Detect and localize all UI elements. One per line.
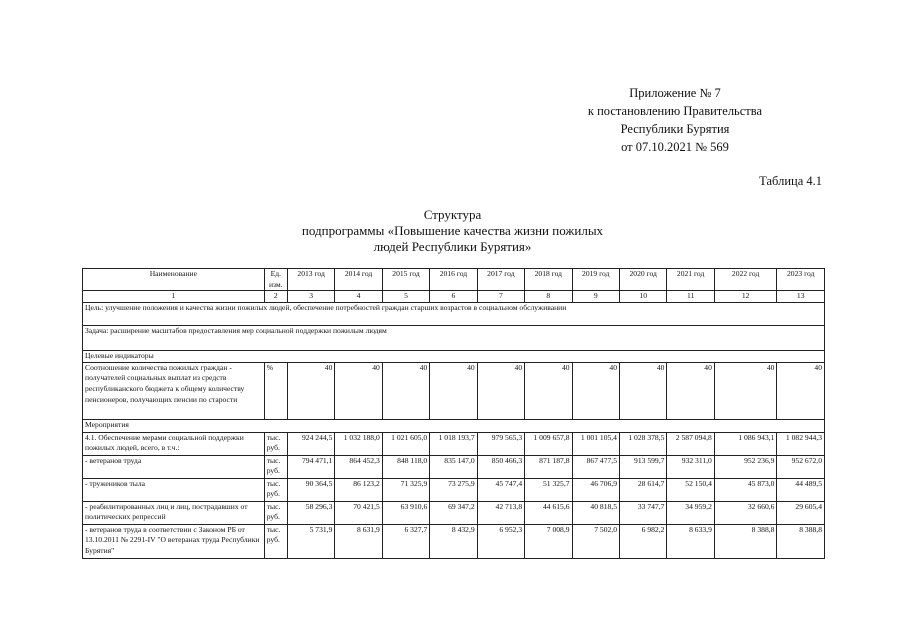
row-value: 90 364,5: [287, 478, 334, 501]
row-value: 864 452,3: [335, 455, 382, 478]
row-value: 6 327,7: [382, 524, 429, 558]
column-header: 2021 год: [667, 269, 714, 291]
column-number-row: [83, 291, 825, 303]
row-value: 45 747,4: [477, 478, 524, 501]
row-name: 4.1. Обеспечение мерами социальной поддержки пожилых людей, всего, в т.ч.:: [83, 432, 265, 455]
column-number: 10: [619, 291, 666, 303]
indicators-title: Целевые индикаторы: [83, 350, 825, 362]
column-header: 2015 год: [382, 269, 429, 291]
column-number: 5: [382, 291, 429, 303]
indicator-name: Соотношение количества пожилых граждан - получателей социальных выплат из средств республиканского бюджета к общему количеству пенсионеров, получающих пенсии по старости: [83, 362, 265, 419]
document-heading: [200, 207, 705, 255]
row-value: 44 615,6: [525, 501, 572, 524]
row-value: 7 008,9: [525, 524, 572, 558]
row-value: 8 388,8: [777, 524, 825, 558]
table-row: [83, 478, 825, 501]
row-value: 979 565,3: [477, 432, 524, 455]
indicators-title-row: [83, 350, 825, 362]
row-value: 1 009 657,8: [525, 432, 572, 455]
row-unit: тыс. руб.: [264, 432, 287, 455]
row-value: 8 631,9: [335, 524, 382, 558]
row-value: 1 001 105,4: [572, 432, 619, 455]
column-number: 4: [335, 291, 382, 303]
table-row: [83, 501, 825, 524]
indicator-value: 40: [714, 362, 777, 419]
task-row: [83, 325, 825, 350]
row-value: 34 959,2: [667, 501, 714, 524]
row-value: 42 713,8: [477, 501, 524, 524]
row-value: 5 731,9: [287, 524, 334, 558]
row-value: 71 325,9: [382, 478, 429, 501]
row-value: 835 147,0: [430, 455, 477, 478]
appendix-line: от 07.10.2021 № 569: [621, 140, 729, 154]
row-value: 58 296,3: [287, 501, 334, 524]
row-value: 6 952,3: [477, 524, 524, 558]
column-header: 2016 год: [430, 269, 477, 291]
row-value: 8 633,9: [667, 524, 714, 558]
heading-line: подпрограммы «Повышение качества жизни пожилых: [301, 223, 604, 238]
row-value: 848 118,0: [382, 455, 429, 478]
row-value: 29 605,4: [777, 501, 825, 524]
row-unit: тыс. руб.: [264, 478, 287, 501]
row-value: 45 873,0: [714, 478, 777, 501]
row-value: 44 489,5: [777, 478, 825, 501]
row-value: 1 021 605,0: [382, 432, 429, 455]
appendix-block: [540, 84, 810, 156]
row-value: 924 244,5: [287, 432, 334, 455]
row-value: 28 614,7: [619, 478, 666, 501]
row-value: 913 599,7: [619, 455, 666, 478]
column-number: 7: [477, 291, 524, 303]
row-value: 952 236,9: [714, 455, 777, 478]
row-value: 69 347,2: [430, 501, 477, 524]
appendix-line: к постановлению Правительства: [587, 104, 763, 118]
row-value: 871 187,8: [525, 455, 572, 478]
indicator-value: 40: [667, 362, 714, 419]
row-value: 1 018 193,7: [430, 432, 477, 455]
row-name: - ветеранов труда: [83, 455, 265, 478]
structure-table: [82, 268, 825, 559]
row-unit: тыс. руб.: [264, 524, 287, 558]
column-header: 2020 год: [619, 269, 666, 291]
column-header: Наименование: [83, 269, 265, 291]
table-row: [83, 455, 825, 478]
row-value: 952 672,0: [777, 455, 825, 478]
table-row: [83, 524, 825, 558]
table-row: [83, 432, 825, 455]
goal-row: [83, 302, 825, 325]
measures-title-row: [83, 419, 825, 432]
column-header: 2017 год: [477, 269, 524, 291]
row-name: - тружеников тыла: [83, 478, 265, 501]
appendix-line: Приложение № 7: [629, 86, 721, 100]
indicator-row: [83, 362, 825, 419]
indicator-value: 40: [287, 362, 334, 419]
indicator-unit: %: [264, 362, 287, 419]
row-value: 33 747,7: [619, 501, 666, 524]
goal-cell: Цель: улучшение положения и качества жизни пожилых людей, обеспечение потребностей граждан старших возрастов в социальном обслуживании: [83, 302, 825, 325]
column-number: 6: [430, 291, 477, 303]
row-value: 6 982,2: [619, 524, 666, 558]
heading-line: Структура: [423, 207, 482, 222]
row-name: - ветеранов труда в соответствии с Законом РБ от 13.10.2011 № 2291-IV "О ветеранах труда Республики Бурятия": [83, 524, 265, 558]
indicator-value: 40: [382, 362, 429, 419]
row-value: 794 471,1: [287, 455, 334, 478]
column-number: 3: [287, 291, 334, 303]
column-number: 1: [83, 291, 265, 303]
table-label: Таблица 4.1: [759, 174, 822, 188]
column-number: 9: [572, 291, 619, 303]
row-unit: тыс. руб.: [264, 501, 287, 524]
indicator-value: 40: [335, 362, 382, 419]
column-header: 2013 год: [287, 269, 334, 291]
row-value: 867 477,5: [572, 455, 619, 478]
row-value: 40 818,5: [572, 501, 619, 524]
row-unit: тыс. руб.: [264, 455, 287, 478]
row-value: 1 028 378,5: [619, 432, 666, 455]
measures-title: Мероприятия: [83, 419, 825, 432]
indicator-value: 40: [572, 362, 619, 419]
column-header: 2023 год: [777, 269, 825, 291]
row-value: 1 086 943,1: [714, 432, 777, 455]
row-value: 8 432,9: [430, 524, 477, 558]
row-value: 51 325,7: [525, 478, 572, 501]
indicator-value: 40: [525, 362, 572, 419]
row-value: 32 660,6: [714, 501, 777, 524]
row-value: 63 910,6: [382, 501, 429, 524]
row-value: 1 082 944,3: [777, 432, 825, 455]
column-header: 2018 год: [525, 269, 572, 291]
row-name: - реабилитированных лиц и лиц, пострадавших от политических репрессий: [83, 501, 265, 524]
row-value: 86 123,2: [335, 478, 382, 501]
indicator-value: 40: [777, 362, 825, 419]
row-value: 70 421,5: [335, 501, 382, 524]
row-value: 2 587 094,8: [667, 432, 714, 455]
row-value: 932 311,0: [667, 455, 714, 478]
heading-line: людей Республики Бурятия»: [373, 239, 532, 254]
indicator-value: 40: [430, 362, 477, 419]
column-number: 12: [714, 291, 777, 303]
row-value: 73 275,9: [430, 478, 477, 501]
task-cell: Задача: расширение масштабов предоставления мер социальной поддержки пожилым людям: [83, 325, 825, 350]
row-value: 1 032 188,0: [335, 432, 382, 455]
row-value: 52 150,4: [667, 478, 714, 501]
row-value: 7 502,0: [572, 524, 619, 558]
row-value: 850 466,3: [477, 455, 524, 478]
header-row: [83, 269, 825, 291]
column-number: 8: [525, 291, 572, 303]
column-header: 2019 год: [572, 269, 619, 291]
column-header: Ед. изм.: [264, 269, 287, 291]
indicator-value: 40: [619, 362, 666, 419]
column-number: 11: [667, 291, 714, 303]
indicator-value: 40: [477, 362, 524, 419]
row-value: 8 388,8: [714, 524, 777, 558]
column-number: 2: [264, 291, 287, 303]
column-header: 2022 год: [714, 269, 777, 291]
appendix-line: Республики Бурятия: [620, 122, 730, 136]
column-number: 13: [777, 291, 825, 303]
row-value: 46 706,9: [572, 478, 619, 501]
column-header: 2014 год: [335, 269, 382, 291]
